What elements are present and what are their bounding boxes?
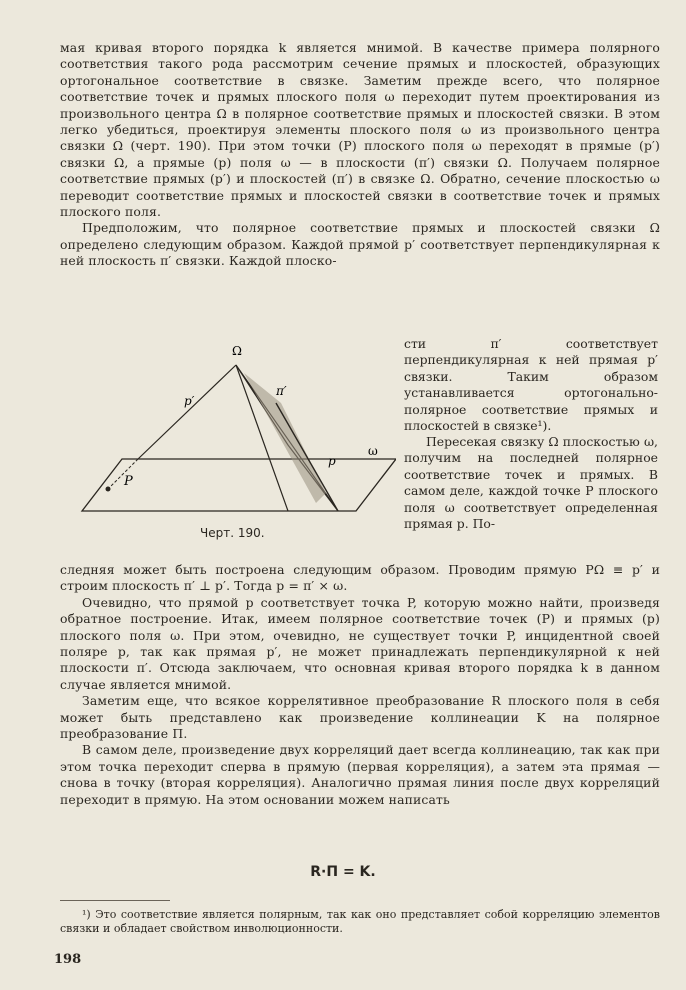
line-p-prime [138, 365, 236, 459]
paragraph-4: Очевидно, что прямой p соответствует точка P, которую можно найти, произведя обратное построение. Итак, имеем полярное соответствие точек (P) и прямых (p) плоского поля ω. При этом, очевидно, не существует точки P, инцидентной своей поляре p, так как прямая p′, не может принадлежать перпендикулярной к ней плоскости π′. Отсюда заключаем, что основная кривая второго порядка k в данном случае является мнимой. [60, 594, 660, 692]
point-P [106, 487, 111, 492]
figure-caption: Черт. 190. [200, 526, 265, 540]
label-P: P [124, 474, 133, 489]
label-p-prime: p′ [184, 394, 195, 408]
figure-190 [76, 343, 396, 518]
paragraph-1: мая кривая второго порядка k является мнимой. В качестве примера полярного соответствия такого рода рассмотрим сечение прямых и плоскостей, образующих ортогональное соответствие в связке. Заметим прежде всего, что полярное соответствие точек и прямых плоского поля ω переходит путем проектирования из произвольного центра Ω в полярное соответствие прямых и плоскостей связки. В этом легко убедиться, проектируя элементы плоского поля ω из произвольного центра связки Ω (черт. 190). При этом точки (P) плоского поля ω переходят в прямые (p′) связки Ω, а прямые (p) поля ω — в плоскости (π′) связки Ω. Получаем полярное соответствие прямых (p′) и плоскостей (π′) в связке Ω. Обратно, сечение плоскостью ω переводит соответствие прямых и плоскостей связки в соответствие точек и прямых плоского поля. [60, 40, 660, 220]
line-p-prime-below [108, 459, 138, 489]
page-number: 198 [54, 952, 82, 967]
label-p: p [328, 454, 336, 468]
paragraph-3: следняя может быть построена следующим образом. Проводим прямую PΩ ≡ p′ и строим плоскость π′ ⊥ p′. Тогда p = π′ × ω. [60, 562, 660, 594]
label-pi-prime: π′ [276, 384, 287, 398]
footnote: ¹) Это соответствие является полярным, так как оно представляет собой корреляцию элементов связки и обладает свойством инволюционности. [60, 908, 660, 935]
formula: R·П = K. [310, 864, 376, 880]
side-paragraph-2: Пересекая связку Ω плоскостью ω, получим на последней полярное соответствие точек и прямых. В самом деле, каждой точке P плоского поля ω соответствует определенная прямая p. По- [404, 434, 658, 532]
label-omega-center: Ω [232, 344, 242, 358]
paragraph-2: Предположим, что полярное соответствие прямых и плоскостей связки Ω определено следующим образом. Каждой прямой p′ соответствует перпендикулярная к ней плоскость π′ связки. Каждой плоско- [60, 220, 660, 269]
text-block-bottom [60, 562, 660, 808]
paragraph-6: В самом деле, произведение двух корреляций дает всегда коллинеацию, так как при этом точка переходит сперва в прямую (первая корреляция), а затем эта прямая — снова в точку (вторая корреляция). Аналогично прямая линия после двух корреляций переходит в прямую. На этом основании можем написать [60, 742, 660, 807]
text-block-top [60, 40, 660, 270]
footnote-rule [60, 900, 170, 901]
paragraph-5: Заметим еще, что всякое коррелятивное преобразование R плоского поля в себя может быть представлено как произведение коллинеации K на полярное преобразование П. [60, 693, 660, 742]
label-omega-plane: ω [368, 444, 378, 458]
side-paragraph-1: сти π′ соответствует перпендикулярная к ней прямая p′ связки. Таким образом устанавливается ортогонально-полярное соответствие прямых и плоскостей в связке¹). [404, 336, 658, 434]
